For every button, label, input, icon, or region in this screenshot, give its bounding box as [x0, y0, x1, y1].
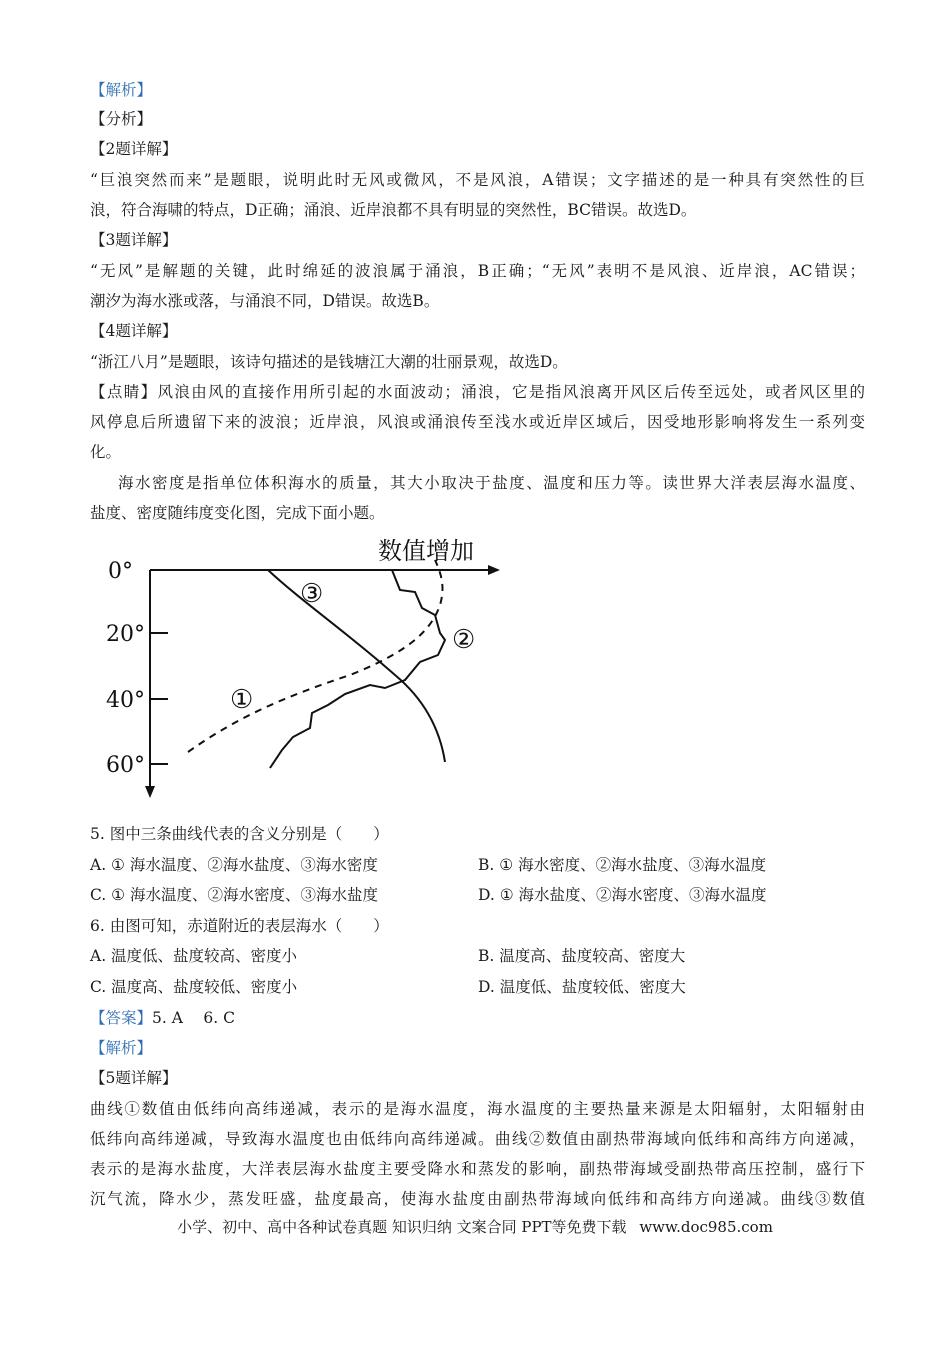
q4-text-line-1: “浙江八月”是题眼，该诗句描述的是钱塘江大潮的壮丽景观，故选D。: [90, 353, 568, 371]
q6-option-c: C. 温度高、盐度较低、密度小: [90, 978, 298, 996]
y-tick-0: 0°: [108, 559, 133, 584]
q3-text-line-1: “无风”是解题的关键，此时绵延的波浪属于涌浪，B正确；“无风”表明不是风浪、近岸浪，AC错误；: [90, 262, 865, 280]
q6-stem: 6. 由图可知，赤道附近的表层海水（ ）: [90, 917, 389, 935]
q2-text-line-2: 浪，符合海啸的特点，D正确；涌浪、近岸浪都不具有明显的突然性，BC错误。故选D。: [90, 201, 697, 219]
q5-detail-heading: 【5题详解】: [90, 1069, 178, 1087]
q4-heading: 【4题详解】: [90, 322, 178, 340]
q5-option-d: D. ① 海水盐度、②海水密度、③海水温度: [478, 886, 767, 904]
q2-heading: 【2题详解】: [90, 140, 178, 158]
q3-heading: 【3题详解】: [90, 231, 178, 249]
curve-label-2: ②: [452, 625, 476, 655]
fenxi-tag: 【分析】: [90, 110, 153, 128]
y-axis-arrow: [145, 786, 155, 798]
y-tick-40: 40°: [106, 688, 145, 713]
footer-site-link[interactable]: www.doc985.com: [639, 1218, 773, 1236]
curve-label-3: ③: [300, 579, 324, 609]
y-tick-20: 20°: [106, 622, 145, 647]
q5-detail-line-2: 低纬向高纬递减，导致海水温度也由低纬向高纬递减。曲线②数值由副热带海域向低纬和高纬方向递减，: [90, 1130, 865, 1148]
q6-option-d: D. 温度低、盐度较低、密度大: [478, 978, 686, 996]
answer-value: 5. A 6. C: [152, 1009, 235, 1027]
q5-detail-line-1: 曲线①数值由低纬向高纬递减，表示的是海水温度，海水温度的主要热量来源是太阳辐射，太阳辐射由: [90, 1100, 865, 1118]
axis-label-value-increase: 数值增加: [378, 537, 474, 565]
intro-line-2: 盐度、密度随纬度变化图，完成下面小题。: [90, 504, 385, 522]
tip-line-2: 风停息后所遗留下来的波浪；近岸浪，风浪或涌浪传至浅水或近岸区域后，因受地形影响将发生一系列变: [90, 413, 865, 431]
tip-line-1: 【点睛】风浪由风的直接作用所引起的水面波动；涌浪，它是指风浪离开风区后传至远处，或者风区里的: [90, 383, 865, 401]
answer-line: [90, 1007, 865, 1029]
page-footer: [0, 1216, 950, 1238]
footer-text: 小学、初中、高中各种试卷真题 知识归纳 文案合同 PPT等免费下载: [177, 1218, 627, 1236]
y-tick-60: 60°: [106, 753, 145, 778]
tip-line-3: 化。: [90, 443, 122, 461]
q6-option-b: B. 温度高、盐度较高、密度大: [478, 947, 686, 965]
q5-stem: 5. 图中三条曲线代表的含义分别是（ ）: [90, 825, 389, 843]
q5-detail-line-3: 表示的是海水盐度，大洋表层海水盐度主要受降水和蒸发的影响，副热带海域受副热带高压控制，盛行下: [90, 1160, 865, 1178]
q5-detail-line-4: 沉气流，降水少，蒸发旺盛，盐度最高，使海水盐度由副热带海域向低纬和高纬方向递减。曲线③数值: [90, 1190, 865, 1208]
latitude-variation-figure: [100, 530, 520, 805]
q3-text-line-2: 潮汐为海水涨或落，与涌浪不同，D错误。故选B。: [90, 292, 440, 310]
curve-2: [270, 570, 445, 768]
intro-line-1: 海水密度是指单位体积海水的质量，其大小取决于盐度、温度和压力等。读世界大洋表层海水温度、: [118, 474, 865, 492]
q5-option-a: A. ① 海水温度、②海水盐度、③海水密度: [90, 856, 378, 874]
x-axis-arrow: [488, 565, 500, 575]
q6-option-a: A. 温度低、盐度较高、密度小: [90, 947, 298, 965]
q5-option-b: B. ① 海水密度、②海水盐度、③海水温度: [478, 856, 767, 874]
q2-text-line-1: “巨浪突然而来”是题眼，说明此时无风或微风，不是风浪，A错误；文字描述的是一种具有突然性的巨: [90, 171, 865, 189]
q5-option-c: C. ① 海水温度、②海水密度、③海水盐度: [90, 886, 378, 904]
curve-label-1: ①: [230, 685, 254, 715]
answer-tag: 【答案】: [90, 1009, 153, 1027]
analysis-tag-2: 【解析】: [90, 1039, 153, 1057]
analysis-tag: 【解析】: [90, 81, 153, 99]
